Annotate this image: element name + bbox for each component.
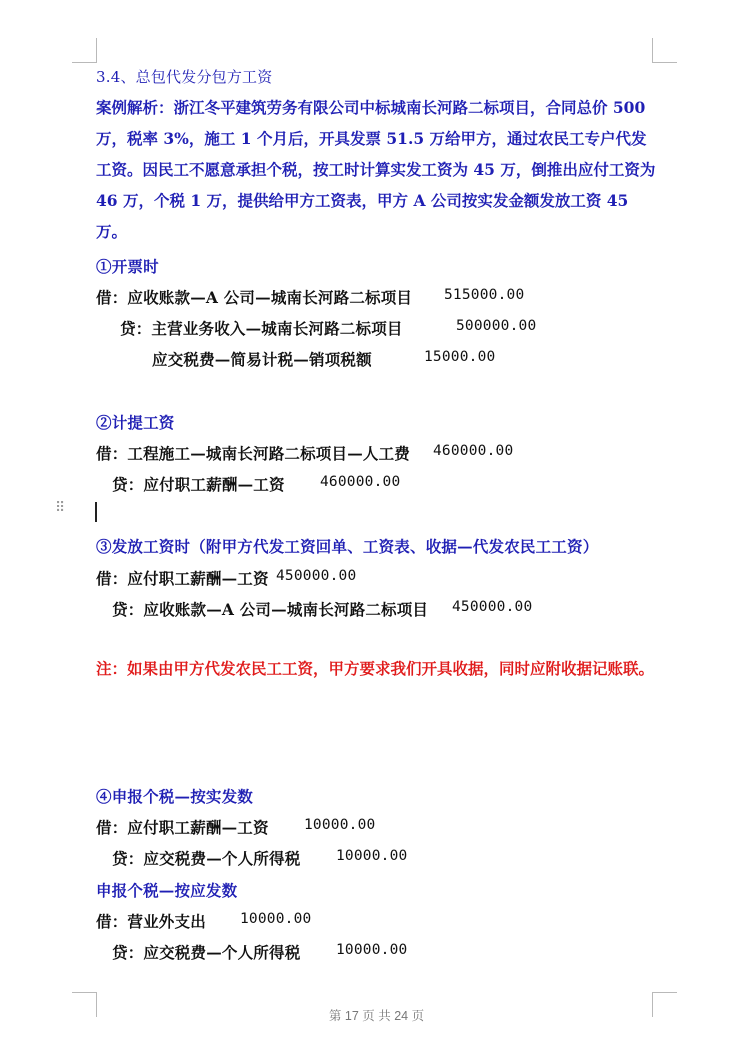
step3-heading: ③发放工资时（附甲方代发工资回单、工资表、收据—代发农民工工资）	[96, 537, 599, 556]
step2-credit-amount: 460000.00	[320, 474, 401, 490]
step5-credit-amount: 10000.00	[336, 942, 408, 958]
step5-debit-account: 借：营业外支出	[96, 912, 206, 931]
drag-handle-icon[interactable]: ⠿	[55, 500, 65, 516]
note-paragraph[interactable]: 注：如果由甲方代发农民工工资，甲方要求我们开具收据，同时应附收据记账联。	[96, 659, 655, 678]
step4-debit-amount: 10000.00	[304, 817, 376, 833]
step3-debit-line[interactable]	[96, 567, 657, 589]
step2-credit-line[interactable]	[112, 473, 657, 495]
step1-credit2-amount: 15000.00	[424, 349, 496, 365]
text-cursor	[95, 502, 97, 522]
step3-debit-account: 借：应付职工薪酬—工资	[96, 569, 269, 588]
section-title: 3.4、总包代发分包方工资	[96, 68, 273, 86]
case-analysis-paragraph[interactable]: 案例解析：浙江冬平建筑劳务有限公司中标城南长河路二标项目，合同总价 500 万，税率 3%，施工 1 个月后，开具发票 51.5 万给甲方，通过农民工专户代发工资。因民工不愿意承担个税，按工时计算实发工资为 45 万，倒推出应付工资为 46 万，个税 1 万，提供给甲方工资表，甲方 A 公司按实发金额发放工资 45 万。	[96, 98, 656, 241]
step3-credit-amount: 450000.00	[452, 599, 533, 615]
page-number-footer: 第 17 页 共 24 页	[328, 1009, 425, 1023]
step4-credit-amount: 10000.00	[336, 848, 408, 864]
step4-debit-line[interactable]	[96, 816, 657, 838]
step4-debit-account: 借：应付职工薪酬—工资	[96, 818, 269, 837]
step5-credit-line[interactable]	[112, 941, 657, 963]
step1-credit2-line[interactable]	[152, 348, 657, 370]
step3-credit-line[interactable]	[112, 598, 657, 620]
step1-credit2-account: 应交税费—简易计税—销项税额	[152, 350, 372, 369]
step4-heading: ④申报个税—按实发数	[96, 787, 254, 806]
step4-credit-line[interactable]	[112, 847, 657, 869]
step2-debit-line[interactable]	[96, 442, 657, 464]
step4-credit-account: 贷：应交税费—个人所得税	[112, 849, 301, 868]
step2-debit-amount: 460000.00	[433, 443, 514, 459]
crop-mark-top-left	[72, 38, 97, 63]
step5-debit-line[interactable]	[96, 910, 657, 932]
step3-debit-amount: 450000.00	[276, 568, 357, 584]
step3-credit-account: 贷：应收账款—A 公司—城南长河路二标项目	[112, 600, 429, 619]
step5-credit-account: 贷：应交税费—个人所得税	[112, 943, 301, 962]
step5-heading: 申报个税—按应发数	[96, 881, 238, 900]
step1-debit-account: 借：应收账款—A 公司—城南长河路二标项目	[96, 288, 413, 307]
step2-credit-account: 贷：应付职工薪酬—工资	[112, 475, 285, 494]
step1-credit1-account: 贷：主营业务收入—城南长河路二标项目	[120, 319, 403, 338]
step5-debit-amount: 10000.00	[240, 911, 312, 927]
step1-heading: ①开票时	[96, 257, 159, 276]
step2-heading: ②计提工资	[96, 413, 175, 432]
step1-credit1-amount: 500000.00	[456, 318, 537, 334]
step1-debit-amount: 515000.00	[444, 287, 525, 303]
crop-mark-top-right	[652, 38, 677, 63]
step1-debit-line[interactable]	[96, 286, 657, 308]
step2-debit-account: 借：工程施工—城南长河路二标项目—人工费	[96, 444, 411, 463]
step1-credit1-line[interactable]	[120, 317, 657, 339]
